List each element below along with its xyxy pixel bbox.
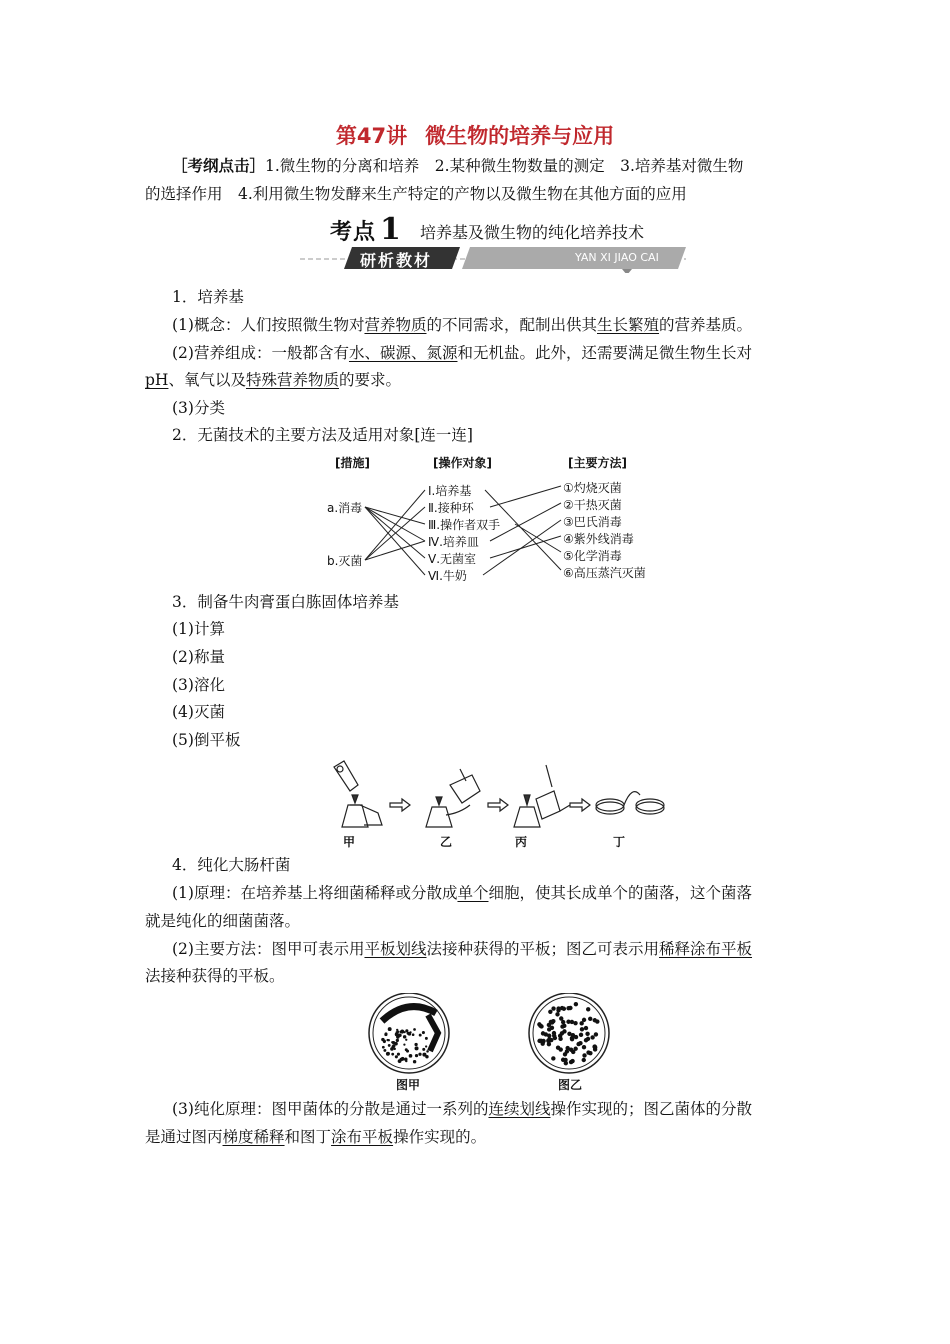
answer-blank: 特殊营养物质 bbox=[245, 371, 339, 389]
colony-dot bbox=[405, 1048, 408, 1051]
colony-dot bbox=[551, 1056, 555, 1060]
colony-dot bbox=[555, 1012, 559, 1016]
colony-dot bbox=[537, 1022, 541, 1026]
matching-lines bbox=[325, 452, 665, 587]
fig-label: 甲 bbox=[343, 835, 356, 849]
s4-p2-line1: (2)主要方法：图甲可表示用平板划线法接种获得的平板；图乙可表示用稀释涂布平板 bbox=[172, 940, 753, 958]
colony-dot bbox=[418, 1053, 421, 1056]
colony-dot bbox=[576, 1042, 580, 1046]
method-item: ①灼烧灭菌 bbox=[563, 481, 622, 495]
colony-dot bbox=[405, 1039, 407, 1041]
colony-dot bbox=[558, 1037, 562, 1041]
step-item: (3)溶化 bbox=[172, 676, 225, 694]
colony-dot bbox=[425, 1045, 427, 1047]
answer-blank: 稀释涂布平板 bbox=[659, 940, 753, 958]
outline-label: ［考纲点击］ bbox=[172, 157, 266, 175]
answer-blank: 连续划线 bbox=[488, 1100, 551, 1118]
matching-diagram bbox=[325, 452, 665, 587]
figure-ding-plates bbox=[596, 792, 664, 814]
colony-dot bbox=[415, 1054, 418, 1057]
kaodian-heading bbox=[330, 212, 401, 247]
colony-dot bbox=[401, 1057, 404, 1060]
colony-dot bbox=[383, 1049, 386, 1052]
colony-dot bbox=[404, 1031, 406, 1033]
colony-dot bbox=[593, 1018, 597, 1022]
method-item: ②干热灭菌 bbox=[563, 498, 622, 512]
arrow-icon bbox=[488, 799, 508, 811]
colony-dot bbox=[582, 1058, 586, 1062]
colony-dot bbox=[551, 1006, 555, 1010]
object-item: Ⅰ.培养基 bbox=[428, 484, 472, 498]
colony-dot bbox=[584, 1038, 588, 1042]
dish-streak bbox=[369, 993, 449, 1073]
object-item: Ⅲ.操作者双手 bbox=[428, 518, 501, 532]
figure-yi-flask bbox=[426, 769, 480, 827]
step-item: (4)灭菌 bbox=[172, 703, 225, 721]
colony-dot bbox=[388, 1027, 392, 1031]
col-methods-header: [主要方法] bbox=[568, 456, 627, 470]
colony-dot bbox=[594, 1032, 598, 1036]
s4-p1-line2: 就是纯化的细菌菌落。 bbox=[145, 912, 301, 930]
lecture-number: 第47讲 bbox=[335, 124, 408, 148]
answer-blank: 涂布平板 bbox=[331, 1128, 394, 1146]
kaodian-label: 考点 bbox=[330, 220, 377, 245]
colony-dot bbox=[573, 1047, 577, 1051]
answer-blank: 营养物质 bbox=[364, 316, 427, 334]
colony-dot bbox=[582, 1053, 586, 1057]
s1-heading: 1．培养基 bbox=[172, 288, 244, 306]
colony-dot bbox=[552, 1034, 556, 1038]
colony-dot bbox=[422, 1031, 425, 1034]
s4-p3-line1: (3)纯化原理：图甲菌体的分散是通过一系列的连续划线操作实现的；图乙菌体的分散 bbox=[172, 1100, 752, 1118]
colony-dot bbox=[390, 1047, 394, 1051]
fig-label: 丙 bbox=[515, 835, 528, 849]
colony-dot bbox=[582, 1045, 586, 1049]
s4-p1-line1: (1)原理：在培养基上将细菌稀释或分散成单个细胞，使其长成单个的菌落，这个菌落 bbox=[172, 884, 752, 902]
object-item: Ⅴ.无菌室 bbox=[428, 552, 477, 566]
colony-dot bbox=[391, 1041, 393, 1043]
colony-dot bbox=[381, 1038, 384, 1041]
colony-dot bbox=[382, 1046, 385, 1049]
fig-label: 图乙 bbox=[558, 1078, 583, 1092]
colony-dot bbox=[412, 1033, 415, 1036]
petri-dish-figure bbox=[368, 993, 618, 1075]
colony-dot bbox=[425, 1037, 428, 1040]
colony-dot bbox=[386, 1052, 389, 1055]
colony-dot bbox=[574, 1035, 578, 1039]
colony-dot bbox=[413, 1028, 416, 1031]
method-item: ④紫外线消毒 bbox=[563, 532, 634, 546]
object-item: Ⅵ.牛奶 bbox=[428, 569, 467, 583]
colony-dot bbox=[560, 1024, 564, 1028]
colony-dot bbox=[565, 1049, 569, 1053]
dish-spread bbox=[529, 993, 609, 1073]
colony-dot bbox=[567, 1032, 571, 1036]
colony-dot bbox=[414, 1043, 417, 1046]
s1-p2-line2: pH、氧气以及特殊营养物质的要求。 bbox=[145, 371, 401, 389]
s4-heading: 4．纯化大肠杆菌 bbox=[172, 856, 291, 874]
colony-dot bbox=[397, 1036, 400, 1039]
pour-plate-figure bbox=[320, 755, 670, 833]
step-item: (1)计算 bbox=[172, 620, 225, 638]
colony-dot bbox=[570, 1020, 574, 1024]
colony-dot bbox=[588, 1051, 592, 1055]
arrow-icon bbox=[390, 799, 410, 811]
colony-dot bbox=[425, 1055, 428, 1058]
colony-dot bbox=[593, 1044, 597, 1048]
s2-heading: 2．无菌技术的主要方法及适用对象[连一连] bbox=[172, 426, 473, 444]
colony-dot bbox=[547, 1034, 551, 1038]
figure-jia-flask bbox=[334, 761, 382, 827]
answer-blank: 单个 bbox=[457, 884, 489, 902]
colony-dot bbox=[547, 1027, 551, 1031]
colony-dot bbox=[586, 1007, 590, 1011]
colony-dot bbox=[409, 1054, 413, 1058]
s1-p3: (3)分类 bbox=[172, 399, 225, 417]
col-measures-header: [措施] bbox=[335, 456, 370, 470]
colony-dot bbox=[548, 1010, 552, 1014]
answer-blank: pH bbox=[145, 371, 169, 389]
kaodian-number: 1 bbox=[380, 212, 401, 247]
colony-dot bbox=[403, 1035, 406, 1038]
colony-dot bbox=[559, 1047, 563, 1051]
s1-p1: (1)概念：人们按照微生物对营养物质的不同需求，配制出供其生长繁殖的营养基质。 bbox=[172, 316, 753, 334]
step-item: (5)倒平板 bbox=[172, 731, 241, 749]
colony-dot bbox=[562, 1007, 566, 1011]
answer-blank: 水、碳源、氮源 bbox=[348, 344, 458, 362]
measure-item: b.灭菌 bbox=[327, 554, 363, 568]
colony-dot bbox=[580, 1027, 584, 1031]
page-title bbox=[0, 120, 950, 150]
banner-cn-text: 研析教材 bbox=[360, 251, 433, 270]
col-objects-header: [操作对象] bbox=[433, 456, 492, 470]
colony-dot bbox=[549, 1020, 553, 1024]
object-item: Ⅳ.培养皿 bbox=[428, 535, 479, 549]
colony-dot bbox=[426, 1050, 429, 1053]
method-item: ⑤化学消毒 bbox=[563, 549, 622, 563]
colony-dot bbox=[541, 1031, 545, 1035]
outline-line-1 bbox=[172, 153, 743, 179]
lecture-topic: 微生物的培养与应用 bbox=[425, 124, 615, 148]
answer-blank: 生长繁殖 bbox=[597, 316, 660, 334]
colony-dot bbox=[549, 1038, 553, 1042]
colony-dot bbox=[574, 1002, 578, 1006]
s4-p2-line2: 法接种获得的平板。 bbox=[145, 967, 285, 985]
section-banner bbox=[300, 245, 686, 277]
colony-dot bbox=[585, 1032, 589, 1036]
colony-dot bbox=[584, 1026, 588, 1030]
colony-dot bbox=[388, 1044, 391, 1047]
colony-dot bbox=[385, 1032, 388, 1035]
colony-dot bbox=[579, 1033, 583, 1037]
colony-dot bbox=[391, 1053, 394, 1056]
colony-dot bbox=[582, 1018, 586, 1022]
fig-label: 图甲 bbox=[396, 1078, 421, 1092]
colony-dot bbox=[570, 1059, 574, 1063]
measure-item: a.消毒 bbox=[327, 501, 363, 515]
colony-dot bbox=[403, 1043, 405, 1045]
colony-dot bbox=[569, 1048, 573, 1052]
colony-dot bbox=[398, 1059, 402, 1063]
answer-blank: 平板划线 bbox=[364, 940, 427, 958]
colony-dot bbox=[395, 1055, 398, 1058]
method-item: ⑥高压蒸汽灭菌 bbox=[563, 566, 646, 580]
colony-dot bbox=[397, 1053, 400, 1056]
colony-dot bbox=[537, 1039, 541, 1043]
outline-line-2: 的选择作用 4.利用微生物发酵来生产特定的产物以及微生物在其他方面的应用 bbox=[145, 185, 687, 203]
colony-dot bbox=[396, 1031, 399, 1034]
arrow-icon bbox=[570, 799, 590, 811]
step-item: (2)称量 bbox=[172, 648, 225, 666]
colony-dot bbox=[588, 1017, 592, 1021]
kaodian-title: 培养基及微生物的纯化培养技术 bbox=[420, 223, 645, 242]
colony-dot bbox=[396, 1039, 399, 1042]
colony-dot bbox=[400, 1031, 403, 1034]
colony-dot bbox=[415, 1046, 419, 1050]
colony-dot bbox=[413, 1060, 416, 1063]
answer-blank: 梯度稀释 bbox=[222, 1128, 285, 1146]
fig-label: 乙 bbox=[440, 835, 453, 849]
colony-dot bbox=[564, 1061, 568, 1065]
figure-bing-lamp bbox=[514, 765, 570, 827]
method-item: ③巴氏消毒 bbox=[563, 515, 622, 529]
colony-dot bbox=[388, 1039, 390, 1041]
colony-dot bbox=[405, 1029, 408, 1032]
colony-dot bbox=[541, 1039, 545, 1043]
colony-dot bbox=[559, 1016, 563, 1020]
colony-dot bbox=[422, 1048, 425, 1051]
colony-dot bbox=[408, 1032, 412, 1036]
colony-dot bbox=[566, 1006, 570, 1010]
colony-dot bbox=[590, 1035, 594, 1039]
colony-dot bbox=[560, 1031, 564, 1035]
fig-label: 丁 bbox=[613, 835, 626, 849]
colony-dot bbox=[404, 1058, 408, 1062]
outline-text-1: 1.微生物的分离和培养 2.某种微生物数量的测定 3.培养基对微生物 bbox=[265, 157, 744, 175]
banner-en-text: YAN XI JIAO CAI bbox=[575, 251, 659, 264]
object-item: Ⅱ.接种环 bbox=[428, 501, 474, 515]
s4-p3-line2: 是通过图丙梯度稀释和图丁涂布平板操作实现的。 bbox=[145, 1128, 487, 1146]
colony-dot bbox=[392, 1044, 395, 1047]
s1-p2-line1: (2)营养组成：一般都含有水、碳源、氮源和无机盐。此外，还需要满足微生物生长对 bbox=[172, 344, 752, 362]
colony-dot bbox=[419, 1034, 422, 1037]
s3-heading: 3．制备牛肉膏蛋白胨固体培养基 bbox=[172, 593, 399, 611]
